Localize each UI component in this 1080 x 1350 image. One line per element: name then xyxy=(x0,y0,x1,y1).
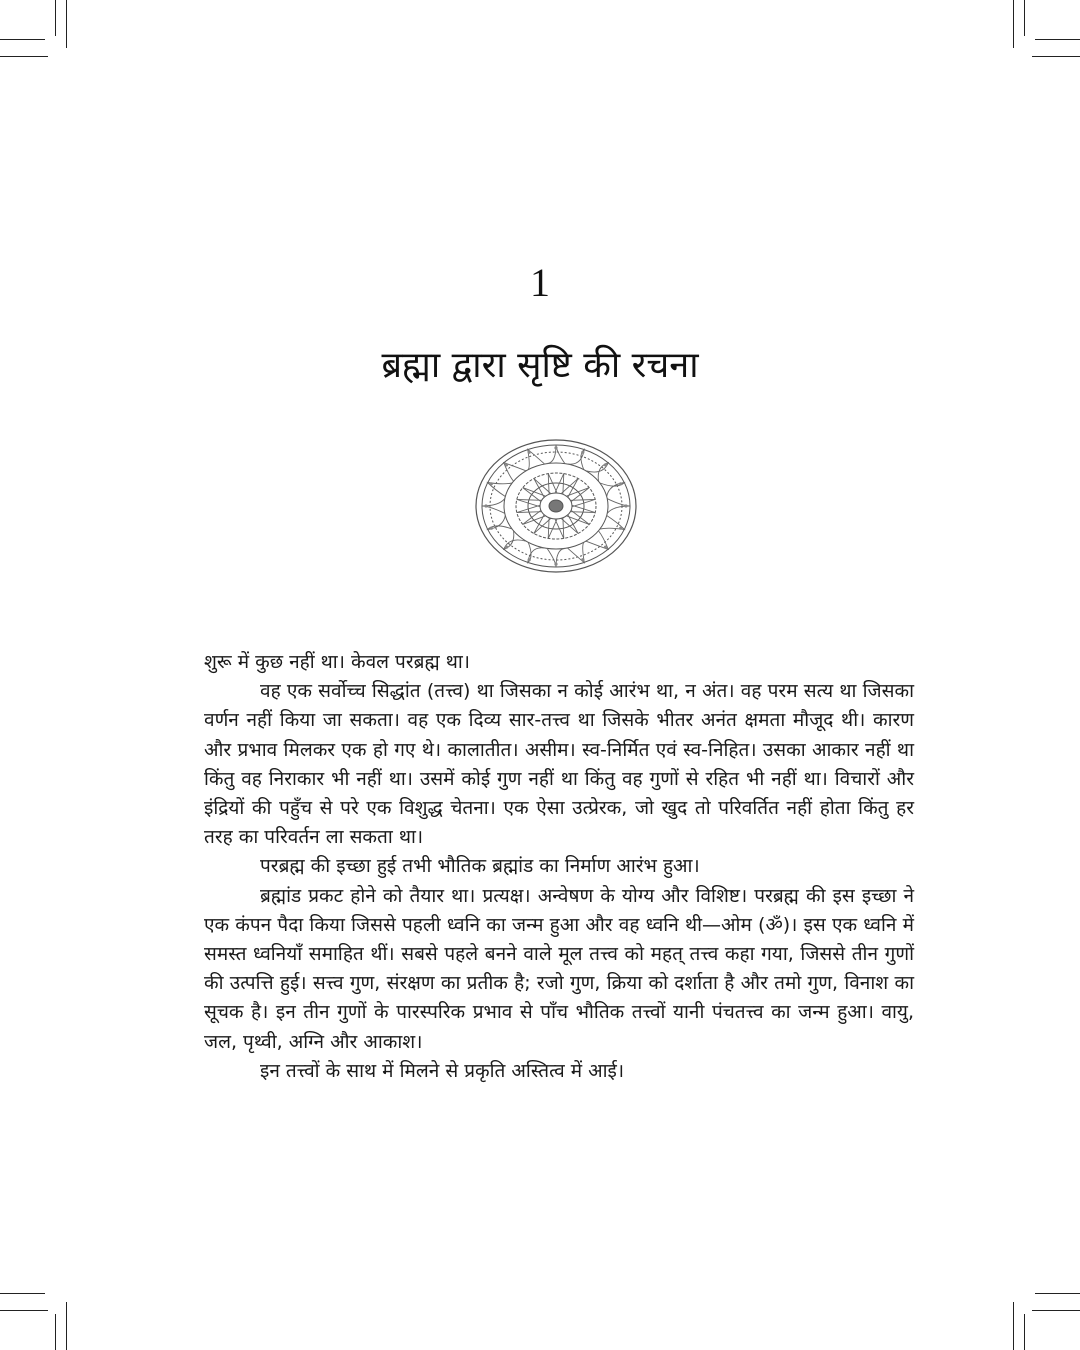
chapter-body xyxy=(204,648,914,1086)
paragraph-2: वह एक सर्वोच्च सिद्धांत (तत्त्व) था जिसका न कोई आरंभ था, न अंत। वह परम सत्य था जिसका वर्णन नहीं किया जा सकता। वह एक दिव्य सार-तत्त्व था जिसके भीतर अनंत क्षमता मौजूद थी। कारण और प्रभाव मिलकर एक हो गए थे। कालातीत। असीम। स्व-निर्मित एवं स्व-निहित। उसका आकार नहीं था किंतु वह निराकार भी नहीं था। उसमें कोई गुण नहीं था किंतु वह गुणों से रहित भी नहीं था। विचारों और इंद्रियों की पहुँच से परे एक विशुद्ध चेतना। एक ऐसा उत्प्रेरक, जो खुद तो परिवर्तित नहीं होता किंतु हर तरह का परिवर्तन ला सकता था। xyxy=(204,680,914,849)
crop-mark-top-right-v1 xyxy=(1013,0,1014,48)
crop-mark-bottom-left-h2 xyxy=(0,1310,48,1311)
crop-mark-top-left-v2 xyxy=(66,0,67,48)
chapter-title: ब्रह्मा द्वारा सृष्टि की रचना xyxy=(381,345,699,386)
crop-mark-bottom-right-h xyxy=(1035,1293,1080,1294)
paragraph-3: परब्रह्म की इच्छा हुई तभी भौतिक ब्रह्मांड का निर्माण आरंभ हुआ। xyxy=(260,855,700,878)
crop-mark-top-left-h xyxy=(0,39,45,40)
paragraph-4: ब्रह्मांड प्रकट होने को तैयार था। प्रत्यक्ष। अन्वेषण के योग्य और विशिष्ट। परब्रह्म की इस इच्छा ने एक कंपन पैदा किया जिससे पहली ध्वनि का जन्म हुआ और वह ध्वनि थी—ओम (ॐ)। इस एक ध्वनि में समस्त ध्वनियाँ समाहित थीं। सबसे पहले बनने वाले मूल तत्त्व को महत् तत्त्व कहा गया, जिससे तीन गुणों की उत्पत्ति हुई। सत्त्व गुण, संरक्षण का प्रतीक है; रजो गुण, क्रिया को दर्शाता है और तमो गुण, विनाश का सूचक है। इन तीन गुणों के पारस्परिक प्रभाव से पाँच भौतिक तत्त्वों यानी पंचतत्त्व का जन्म हुआ। वायु, जल, पृथ्वी, अग्नि और आकाश। xyxy=(204,884,914,1053)
crop-mark-top-left-h2 xyxy=(0,56,48,57)
crop-mark-top-right-h2 xyxy=(1032,56,1080,57)
mandala-ornament-icon xyxy=(473,437,639,575)
crop-mark-top-right-h xyxy=(1035,39,1080,40)
crop-mark-top-right-v2 xyxy=(1024,0,1025,36)
crop-mark-top-left-v1 xyxy=(55,0,56,36)
crop-mark-bottom-left-v2 xyxy=(66,1302,67,1350)
chapter-number: 1 xyxy=(530,260,550,305)
crop-mark-bottom-right-v1 xyxy=(1013,1302,1014,1350)
crop-mark-bottom-right-v2 xyxy=(1024,1314,1025,1350)
paragraph-5: इन तत्त्वों के साथ में मिलने से प्रकृति अस्तित्व में आई। xyxy=(260,1059,625,1082)
crop-mark-bottom-left-h xyxy=(0,1293,45,1294)
crop-mark-bottom-right-h2 xyxy=(1032,1310,1080,1311)
paragraph-1: शुरू में कुछ नहीं था। केवल परब्रह्म था। xyxy=(204,651,470,673)
crop-mark-bottom-left-v1 xyxy=(55,1314,56,1350)
